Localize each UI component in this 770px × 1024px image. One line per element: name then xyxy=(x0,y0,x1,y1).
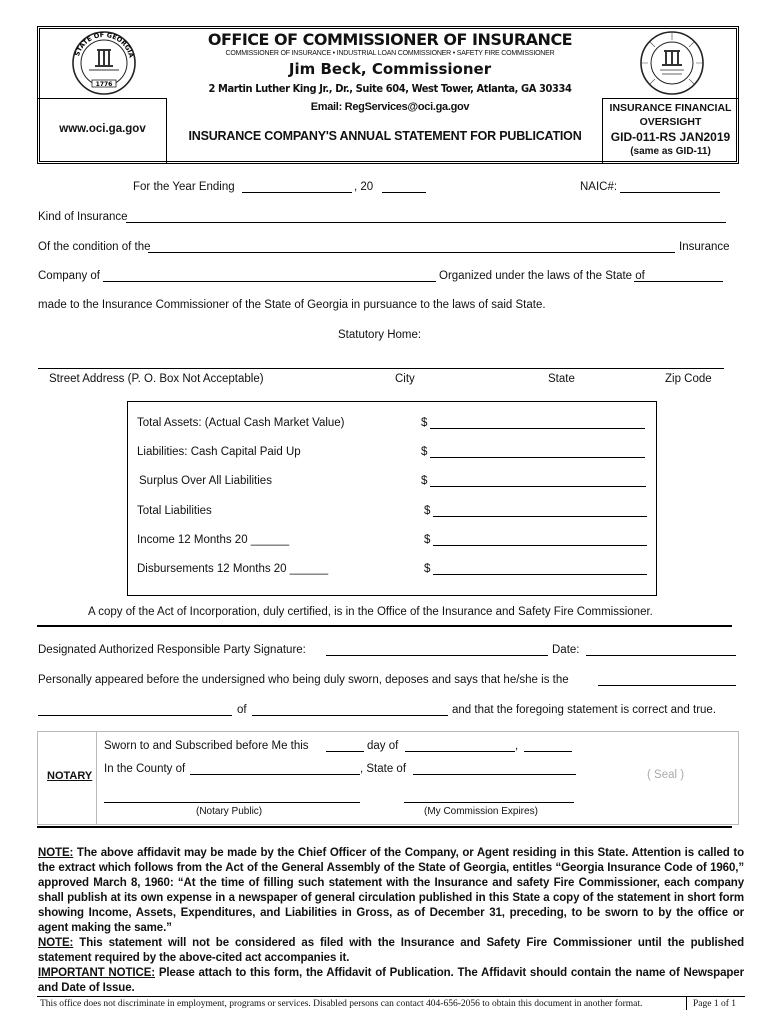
georgia-state-seal-icon xyxy=(64,30,144,96)
company-of-label: Company of xyxy=(38,270,101,282)
date-input[interactable] xyxy=(586,655,736,656)
correct-statement-text: and that the foregoing statement is correct and true. xyxy=(452,704,717,716)
signature-input[interactable] xyxy=(326,655,548,656)
surplus-dollar: $ xyxy=(421,475,428,487)
seal-placeholder: ( Seal ) xyxy=(647,769,685,781)
kind-of-insurance-input[interactable] xyxy=(126,222,726,223)
condition-label: Of the condition of the xyxy=(38,241,151,253)
zip-label: Zip Code xyxy=(665,373,712,385)
commission-expires-input[interactable] xyxy=(404,802,574,803)
form-id: GID-011-RS JAN2019 xyxy=(610,130,731,144)
note2-text: This statement will not be considered as filed with the Insurance and Safety Fire Commissioner until the published statement required by the above-cited act accompanies it. xyxy=(38,937,744,964)
street-label: Street Address (P. O. Box Not Acceptable) xyxy=(49,373,264,385)
divider-top xyxy=(37,625,732,627)
county-input[interactable] xyxy=(190,774,360,775)
date-label: Date: xyxy=(552,644,580,656)
note2-label: NOTE: xyxy=(38,937,74,949)
commissioner-seal-icon xyxy=(632,30,712,96)
notary-state-input[interactable] xyxy=(413,774,576,775)
title-input[interactable] xyxy=(598,685,736,686)
cash-capital-label: Liabilities: Cash Capital Paid Up xyxy=(137,446,301,458)
of-label: of xyxy=(237,704,247,716)
division-name xyxy=(602,101,739,129)
sworn-year-input[interactable] xyxy=(524,751,572,752)
important-text: Please attach to this form, the Affidavit of Publication. The Affidavit should contain the name of Newspaper and Date of Issue. xyxy=(38,967,744,994)
page-number: Page 1 of 1 xyxy=(686,996,736,1010)
year-ending-label: For the Year Ending xyxy=(133,181,235,193)
made-to-text: made to the Insurance Commissioner of the State of Georgia in pursuance to the laws of said State. xyxy=(38,299,546,311)
year-input[interactable] xyxy=(382,192,426,193)
condition-input[interactable] xyxy=(148,252,675,253)
state-of-label: , State of xyxy=(360,763,407,775)
divider-bottom xyxy=(37,826,732,828)
cash-capital-dollar: $ xyxy=(421,446,428,458)
statutory-home-label: Statutory Home: xyxy=(338,329,422,341)
sworn-label: Sworn to and Subscribed before Me this xyxy=(104,740,309,752)
state-label: State xyxy=(548,373,575,385)
notary-public-label: (Notary Public) xyxy=(196,806,263,817)
office-address: 2 Martin Luther King Jr., Dr., Suite 604, West Tower, Atlanta, GA 30334 xyxy=(208,82,572,95)
income-input[interactable] xyxy=(433,545,647,546)
personally-appeared-text: Personally appeared before the undersigned who being duly sworn, deposes and says that he/she is the xyxy=(38,674,569,686)
cash-capital-input[interactable] xyxy=(430,457,645,458)
year-ending-input[interactable] xyxy=(242,192,352,193)
form-alias: (same as GID-11) xyxy=(630,146,711,157)
disbursements-dollar: $ xyxy=(424,563,431,575)
total-assets-input[interactable] xyxy=(430,428,645,429)
notary-divider xyxy=(96,731,97,825)
form-title: INSURANCE COMPANY'S ANNUAL STATEMENT FOR PUBLICATION xyxy=(188,129,582,143)
officer-title-input[interactable] xyxy=(38,715,232,716)
total-assets-label: Total Assets: (Actual Cash Market Value) xyxy=(137,417,345,429)
important-label: IMPORTANT NOTICE: xyxy=(38,967,155,979)
total-liabilities-dollar: $ xyxy=(424,505,431,517)
sworn-month-input[interactable] xyxy=(405,751,515,752)
day-of-label: day of xyxy=(367,740,399,752)
organized-state-input[interactable] xyxy=(634,281,723,282)
commission-expires-label: (My Commission Expires) xyxy=(424,806,538,817)
naic-label: NAIC#: xyxy=(580,181,618,193)
naic-input[interactable] xyxy=(620,192,720,193)
insurance-label: Insurance xyxy=(679,241,730,253)
total-assets-dollar: $ xyxy=(421,417,428,429)
copy-act-text: A copy of the Act of Incorporation, duly certified, is in the Office of the Insurance and Safety Fire Commissioner. xyxy=(88,606,653,618)
signature-label: Designated Authorized Responsible Party Signature: xyxy=(38,644,306,656)
notary-public-signature-input[interactable] xyxy=(104,802,360,803)
footer-rule xyxy=(37,996,745,997)
surplus-label: Surplus Over All Liabilities xyxy=(139,475,272,487)
website-link[interactable]: www.oci.ga.gov xyxy=(59,123,146,135)
office-subtitle: COMMISSIONER OF INSURANCE • INDUSTRIAL LOAN COMMISSIONER • SAFETY FIRE COMMISSIONER xyxy=(225,50,555,57)
total-liabilities-input[interactable] xyxy=(433,516,647,517)
notary-label: NOTARY xyxy=(47,770,93,782)
year-sep-label: , 20 xyxy=(354,181,374,193)
company-of-input[interactable] xyxy=(103,281,436,282)
division-line1: INSURANCE FINANCIAL xyxy=(609,102,732,114)
company-name-input[interactable] xyxy=(252,715,448,716)
note-label: NOTE: xyxy=(38,847,74,859)
office-email[interactable]: Email: RegServices@oci.ga.gov xyxy=(310,101,470,113)
comma-text: , xyxy=(515,740,519,752)
total-liabilities-label: Total Liabilities xyxy=(137,505,212,517)
disbursements-label: Disbursements 12 Months 20 ______ xyxy=(137,563,329,575)
commissioner-name: Jim Beck, Commissioner xyxy=(288,60,492,78)
sworn-day-input[interactable] xyxy=(326,751,364,752)
svg-text:1776: 1776 xyxy=(95,81,113,88)
county-label: In the County of xyxy=(104,763,186,775)
income-label: Income 12 Months 20 ______ xyxy=(137,534,290,546)
svg-text:STATE OF GEORGIA: STATE OF GEORGIA xyxy=(73,30,136,59)
division-line2: OVERSIGHT xyxy=(639,116,702,128)
note-text: The above affidavit may be made by the Chief Officer of the Company, or Agent residing in this State. Attention is called to the extract which follows from the Act of the General Assembly of the State of Georgia, entitles “Georgia Insurance Code of 1960,” approved March 8, 1960: “At the time of filling such statement with the Insurance and safety Fire Commissioner, each company shall publish at its own expense in a newspaper of general circulation published in this State a copy of the statement in short form showing Income, Assets, Expenditures, and Liabilities in Gross, as of December 31, preceding, to be sworn to by the office or agent making the same.” xyxy=(38,847,744,934)
note-section xyxy=(38,846,744,996)
kind-of-insurance-label: Kind of Insurance xyxy=(38,211,128,223)
organized-label: Organized under the laws of the State of xyxy=(439,270,645,282)
office-title: OFFICE OF COMMISSIONER OF INSURANCE xyxy=(207,30,573,49)
city-label: City xyxy=(395,373,415,385)
disbursements-input[interactable] xyxy=(433,574,647,575)
footer-text: This office does not discriminate in employment, programs or services. Disabled persons can contact 404-656-2056 to obtain this document in another format. xyxy=(40,999,643,1009)
income-dollar: $ xyxy=(424,534,431,546)
surplus-input[interactable] xyxy=(430,486,646,487)
statutory-home-input[interactable] xyxy=(38,368,724,369)
